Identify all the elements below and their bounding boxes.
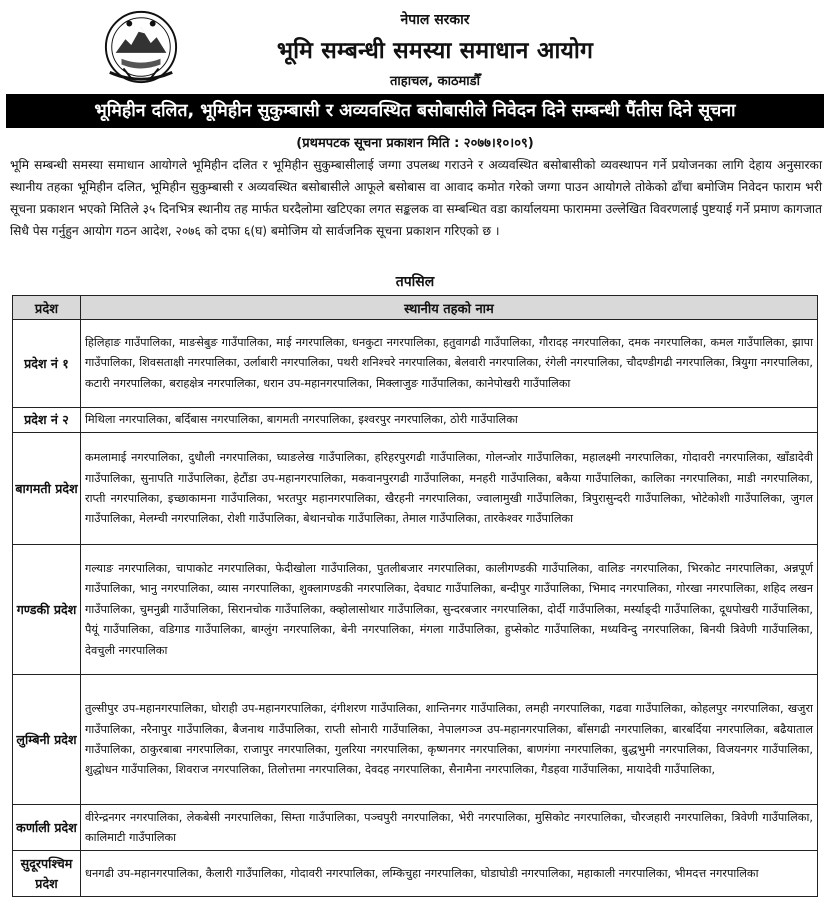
notice-page [6,4,824,906]
municipality-list: गल्याङ नगरपालिका, चापाकोट नगरपालिका, फेदीखोला गाउँपालिका, पुतलीबजार नगरपालिका, कालीगण्डकी गाउँपालिका, वालिङ नगरपालिका, भिरकोट नगरपालिका, अन्नपूर्ण गाउँपालिका, भानु नगरपालिका, व्यास नगरपालिका, शुक्लागण्डकी नगरपालिका, देवघाट गाउँपालिका, बन्दीपुर गाउँपालिका, भिमाद नगरपालिका, गोरखा नगरपालिका, शहिद लखन गाउँपालिका, चुमनुब्री गाउँपालिका, सिरानचोक गाउँपालिका, क्व्होलासोथार गाउँपालिका, सुन्दरबजार नगरपालिका, दोर्दी गाउँपालिका, मर्स्याङ्दी गाउँपालिका, दूधपोखरी गाउँपालिका, पैयूं गाउँपालिका, वडिगाड गाउँपालिका, बाग्लुंग नगरपालिका, बेनी नगरपालिका, मंगला गाउँपालिका, हुप्सेकोट गाउँपालिका, मध्यविन्दु नगरपालिका, बिनयी त्रिवेणी गाउँपालिका, देवचुली नगरपालिका [81,545,818,675]
notice-body: भूमि सम्बन्धी समस्या समाधान आयोगले भूमिहीन दलित र भूमिहीन सुकुम्बासीलाई जग्गा उपलब्ध गराउने र अव्यवस्थित बसोबासीको व्यवस्थापन गर्ने प्रयोजनका लागि देहाय अनुसारका स्थानीय तहका भूमिहीन दलित, भूमिहीन सुकुम्बासी र अव्यवस्थित बसोबासीले आफूले बसोबास वा आवाद कमोत गरेको जग्गा पाउन आयोगले तोकेको ढाँचा बमोजिम निवेदन फाराम भरी सूचना प्रकाशन भएको मितिले ३५ दिनभित्र स्थानीय तह मार्फत घरदैलोमा खटिएका लगत सङ्कलक वा सम्बन्धित वडा कार्यालयमा फाराममा उल्लेखित विवरणलाई पुष्टयाई गर्ने प्रमाण कागजात सिधै पेस गर्नुहुन आयोग गठन आदेश, २०७६ को दफा ६(घ) बमोजिम यो सार्वजनिक सूचना प्रकाशन गरिएको छ । [10,158,822,238]
municipality-table [12,295,818,897]
header-text [6,4,824,89]
schedule-heading: तपसिल [395,274,435,290]
municipality-list: हिलिहाङ गाउँपालिका, माङसेबुङ गाउँपालिका, माई नगरपालिका, धनकुटा नगरपालिका, हतुवागढी गाउँपालिका, गौरादह नगरपालिका, दमक नगरपालिका, कमल गाउँपालिका, झापा गाउँपालिका, शिवसताक्षी नगरपालिका, उर्लाबारी नगरपालिका, पथरी शनिश्चरे नगरपालिका, बेलवारी नगरपालिका, रंगेली नगरपालिका, चौदण्डीगढी नगरपालिका, त्रियुगा नगरपालिका, कटारी नगरपालिका, बराहक्षेत्र नगरपालिका, धरान उप-महानगरपालिका, मिक्लाजुङ गाउँपालिका, कानेपोखरी गाउँपालिका [81,320,818,408]
local-level-column-header: स्थानीय तहको नाम [81,296,818,320]
table-row [13,320,818,408]
province-cell: प्रदेश नं २ [13,408,81,433]
municipality-list: तुल्सीपुर उप-महानगरपालिका, घोराही उप-महानगरपालिका, दंगीशरण गाउँपालिका, शान्तिनगर गाउँपालिका, लमही नगरपालिका, गढवा गाउँपालिका, कोहलपुर नगरपालिका, खजुरा गाउँपालिका, नरैनापुर गाउँपालिका, बैजनाथ गाउँपालिका, राप्ती सोनारी गाउँपालिका, नेपालगञ्ज उप-महानगरपालिका, बाँसगढी नगरपालिका, बारबर्दिया नगरपालिका, बढैयाताल गाउँपालिका, ठाकुरबाबा नगरपालिका, राजापुर नगरपालिका, गुलरिया नगरपालिका, कृष्णनगर नगरपालिका, बाणगंगा नगरपालिका, बुद्धभुमी नगरपालिका, विजयनगर गाउँपालिका, शुद्धोधन गाउँपालिका, शिवराज नगरपालिका, तिलोत्तमा नगरपालिका, देवदह नगरपालिका, सैनामैना नगरपालिका, गैडहवा गाउँपालिका, मायादेवी गाउँपालिका, [81,675,818,805]
commission-address: ताहाचल, काठमाडौँ [390,74,480,89]
table-row [13,675,818,805]
province-cell: सुदूरपश्चिम प्रदेश [13,851,81,897]
province-cell: लुम्बिनी प्रदेश [13,675,81,805]
table-row [13,408,818,433]
province-cell: गण्डकी प्रदेश [13,545,81,675]
publication-date: (प्रथमपटक सूचना प्रकाशन मिति : २०७७।१०।०९) [296,136,534,151]
municipality-list: धनगढी उप-महानगरपालिका, कैलारी गाउँपालिका, गोदावरी नगरपालिका, लम्किचुहा नगरपालिका, घोडाघोडी नगरपालिका, महाकाली नगरपालिका, भीमदत्त नगरपालिका [81,851,818,897]
table-row [13,545,818,675]
table-row [13,851,818,897]
notice-title-banner: भूमिहीन दलित, भूमिहीन सुकुम्बासी र अव्यवस्थित बसोबासीले निवेदन दिने सम्बन्धी पैंतीस दिने सूचना [6,94,824,128]
commission-name: भूमि सम्बन्धी समस्या समाधान आयोग [276,38,594,64]
province-cell: बागमती प्रदेश [13,433,81,545]
government-name: नेपाल सरकार [400,12,470,28]
table-header-row [13,296,818,320]
notice-header [6,4,824,92]
table-row [13,433,818,545]
municipality-list: मिथिला नगरपालिका, बर्दिबास नगरपालिका, बागमती नगरपालिका, इश्वरपुर नगरपालिका, ठोरी गाउँपालिका [81,408,818,433]
province-column-header: प्रदेश [13,296,81,320]
municipality-list: कमलामाई नगरपालिका, दुधौली नगरपालिका, घ्याङलेख गाउँपालिका, हरिहरपुरगढी गाउँपालिका, गोलन्जोर गाउँपालिका, महालक्ष्मी नगरपालिका, गोदावरी नगरपालिका, खाँडादेवी गाउँपालिका, सुनापति गाउँपालिका, हेटौंडा उप-महानगरपालिका, मकवानपुरगढी गाउँपालिका, मनहरी गाउँपालिका, बकैया गाउँपालिका, कालिका नगरपालिका, माडी नगरपालिका, राप्ती नगरपालिका, इच्छाकामना गाउँपालिका, भरतपुर महानगरपालिका, खैरहनी नगरपालिका, ज्वालामुखी गाउँपालिका, त्रिपुरासुन्दरी गाउँपालिका, भोटेकोशी गाउँपालिका, जुगल गाउँपालिका, मेलम्ची नगरपालिका, रोशी गाउँपालिका, बेथानचोक गाउँपालिका, तेमाल गाउँपालिका, तारकेश्वर गाउँपालिका [81,433,818,545]
municipality-list: वीरेन्द्रनगर नगरपालिका, लेकबेसी नगरपालिका, सिम्ता गाउँपालिका, पञ्चपुरी नगरपालिका, भेरी नगरपालिका, मुसिकोट नगरपालिका, चौरजहारी नगरपालिका, त्रिवेणी गाउँपालिका, कालिमाटी गाउँपालिका [81,805,818,851]
province-cell: कर्णाली प्रदेश [13,805,81,851]
province-cell: प्रदेश नं १ [13,320,81,408]
table-row [13,805,818,851]
